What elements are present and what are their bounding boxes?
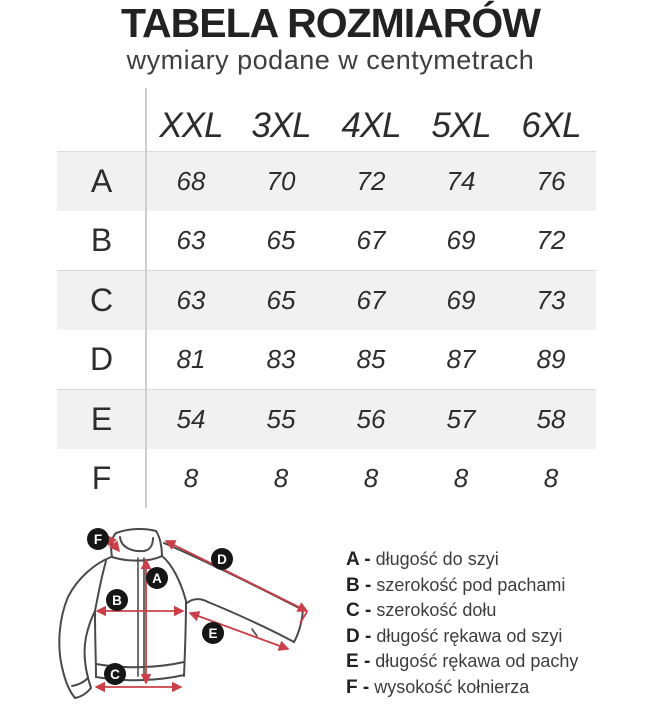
page-title: TABELA ROZMIARÓW xyxy=(121,0,540,46)
table-row-c xyxy=(57,270,596,330)
table-row-a xyxy=(57,151,596,211)
row-label: D xyxy=(89,340,114,377)
legend xyxy=(346,547,578,701)
left-shoulder-seam xyxy=(95,561,106,611)
size-value-cell: 56 xyxy=(356,403,386,434)
size-value-cell: 69 xyxy=(446,224,476,255)
size-value-cell: 63 xyxy=(176,224,206,255)
size-table-body xyxy=(57,151,596,508)
table-divider xyxy=(145,88,147,508)
right-cuff xyxy=(294,610,303,642)
left-cuff xyxy=(75,688,91,698)
size-value-cell: 8 xyxy=(543,462,559,493)
row-label: A xyxy=(90,162,113,199)
jacket-outline xyxy=(59,529,303,698)
size-value-cell: 83 xyxy=(266,343,296,374)
size-value-cell: 69 xyxy=(446,284,476,315)
size-value-cell: 58 xyxy=(536,403,566,434)
diagram-markers xyxy=(87,528,233,685)
size-value-cell: 8 xyxy=(273,462,289,493)
legend-desc: długość rękawa od szyi xyxy=(371,625,563,646)
size-value-cell: 65 xyxy=(266,224,296,255)
column-header-6xl: 6XL xyxy=(521,106,581,145)
row-label: F xyxy=(91,459,112,496)
page-subtitle: wymiary podane w centymetrach xyxy=(126,45,535,75)
size-value-cell: 72 xyxy=(356,165,386,196)
row-label: E xyxy=(90,400,113,437)
row-label: B xyxy=(90,221,113,258)
legend-desc: długość rękawa od pachy xyxy=(370,651,579,672)
size-value-cell: 63 xyxy=(176,284,206,315)
legend-desc: długość do szyi xyxy=(370,549,499,569)
legend-desc: szerokość dołu xyxy=(371,600,497,621)
cuff-slit xyxy=(252,629,257,636)
size-value-cell: 55 xyxy=(266,403,296,434)
column-header-xxl: XXL xyxy=(159,106,223,145)
legend-item-d xyxy=(346,624,578,650)
table-row-e xyxy=(57,389,596,449)
jacket-diagram xyxy=(36,523,346,715)
body-left-edge xyxy=(95,611,96,677)
size-value-cell: 65 xyxy=(266,284,296,315)
size-value-cell: 70 xyxy=(266,165,296,196)
size-value-cell: 67 xyxy=(356,224,386,255)
legend-key: F - xyxy=(346,676,370,698)
marker-label-f: F xyxy=(93,532,103,547)
size-value-cell: 67 xyxy=(356,284,386,315)
marker-label-a: A xyxy=(152,571,162,586)
legend-key: C - xyxy=(346,600,372,622)
legend-key: D - xyxy=(346,625,372,647)
legend-key: A - xyxy=(346,549,371,570)
marker-label-d: D xyxy=(217,552,227,567)
marker-label-c: C xyxy=(110,667,120,682)
row-label: C xyxy=(89,281,114,318)
table-row-f xyxy=(57,449,596,509)
size-value-cell: 74 xyxy=(446,165,476,196)
size-value-cell: 8 xyxy=(363,462,379,493)
size-value-cell: 68 xyxy=(176,165,206,196)
collar-outer xyxy=(111,529,162,557)
legend-key: B - xyxy=(346,574,372,596)
legend-item-b xyxy=(346,573,578,599)
size-value-cell: 72 xyxy=(536,224,566,255)
legend-desc: wysokość kołnierza xyxy=(369,676,530,697)
measure-line-d xyxy=(166,541,307,611)
size-value-cell: 89 xyxy=(536,343,566,374)
size-value-cell: 76 xyxy=(536,165,566,196)
collar-base xyxy=(112,556,162,561)
table-row-d xyxy=(57,330,596,390)
legend-item-f xyxy=(346,675,578,701)
size-table-header-row xyxy=(57,88,596,151)
left-sleeve-outer xyxy=(59,557,111,698)
legend-desc: szerokość pod pachami xyxy=(371,574,566,595)
column-header-4xl: 4XL xyxy=(341,106,401,145)
column-header-5xl: 5XL xyxy=(431,106,491,145)
size-value-cell: 85 xyxy=(356,343,386,374)
legend-item-e xyxy=(346,649,578,675)
size-value-cell: 87 xyxy=(446,343,476,374)
size-value-cell: 57 xyxy=(446,403,476,434)
left-cuff-line xyxy=(72,678,88,686)
measurement-lines xyxy=(96,536,307,687)
size-value-cell: 73 xyxy=(536,284,566,315)
legend-item-a xyxy=(346,547,578,573)
legend-item-c xyxy=(346,598,578,624)
size-value-cell: 8 xyxy=(183,462,199,493)
size-value-cell: 81 xyxy=(176,343,206,374)
left-sleeve-inner xyxy=(85,611,95,688)
collar-inner xyxy=(120,537,153,551)
size-value-cell: 54 xyxy=(176,403,206,434)
size-value-cell: 8 xyxy=(453,462,469,493)
size-table xyxy=(57,88,596,508)
column-header-3xl: 3XL xyxy=(251,106,311,145)
table-row-b xyxy=(57,211,596,271)
marker-label-b: B xyxy=(112,593,122,608)
body-right-edge xyxy=(184,601,186,676)
marker-label-e: E xyxy=(208,626,218,641)
legend-key: E - xyxy=(346,651,371,673)
